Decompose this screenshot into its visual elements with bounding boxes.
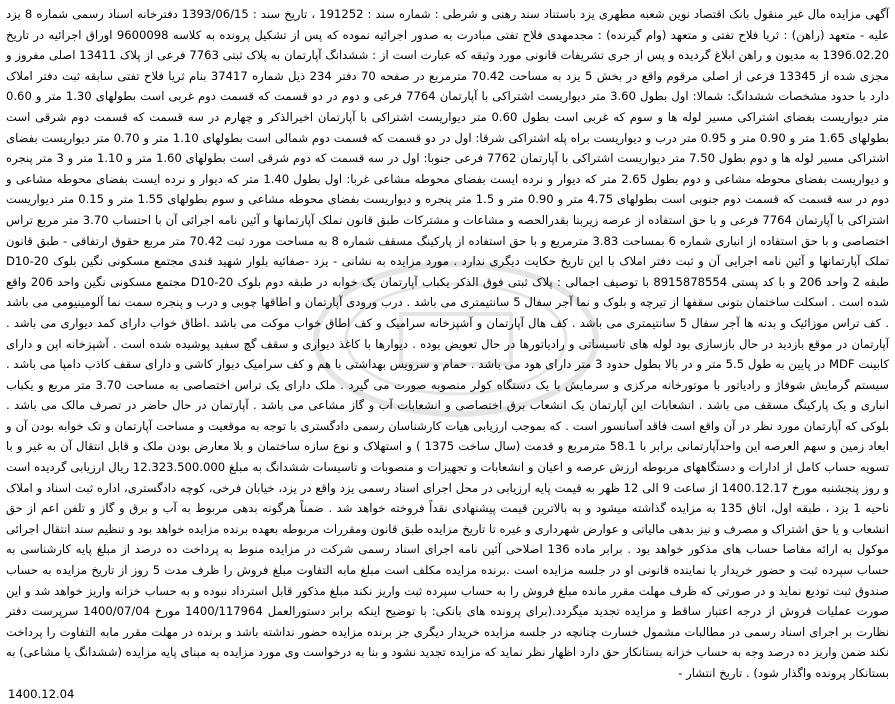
publish-date: 1400.12.04: [8, 686, 75, 701]
notice-body: آگهی مزایده مال غیر منقول بانک اقتصاد نوین شعبه مطهری یزد باستناد سند رهنی و شرطی : شماره سند : 191252 ، تاریخ سند : 1393/06/15 دفترخانه اسناد رسمی شماره 8 یزد علیه - متعهد (راهن) : ثریا فلاح تفتی و متعهد (وام گیرنده) : مجدمهدی فلاح تفتی مبادرت به صدور اجرائیه نموده که پس از تشکیل پرونده به کلاسه 9600098 اوراق اجرائیه در تاریخ 1396.02.20 به مدیون و راهن ابلاغ گردیده و پس از جری تشریفات قانونی مورد وثیقه که عبارت است از : ششدانگ آپارتمان به پلاک ثبتی 7763 فرعی از پلاک 13411 اصلی مفروز و مجزی شده از 13345 فرعی از اصلی مرقوم واقع در بخش 5 یزد به مساحت 70.42 مترمربع در صفحه 70 دفتر 234 ذیل شماره 37417 بنام ثریا فلاح تفتی سابقه ثبت دفتر املاک دارد با حدود مشخصات ششدانگ: شمالا: اول بطول 3.60 متر دیواریست اشتراکی با آپارتمان 7764 فرعی و دوم در دو قسمت که قسمت دوم غربی است بطولهای 1.30 متر و 0.60 متر دیواریست بفضای اشتراکی مسیر لوله ها و سوم که غربی است بطول 0.60 متر دیواریست اشتراکی با آپارتمان اخیرالذکر و چهارم در سه قسمت که قسمت دوم شرقی است بطولهای 1.65 متر و 0.90 متر و 0.95 متر درب و دیواریست براه پله اشتراکی شرقا: اول در دو قسمت که قسمت دوم شمالی است بطولهای 1.10 متر و 0.70 متر دیواریست بفضای اشتراکی مسیر لوله ها و دوم بطول 7.50 متر دیواریست اشتراکی با آپارتمان 7762 فرعی جنوبا: اول در سه قسمت که دوم شرقی است بطولهای 1.60 متر و 1.10 متر و 3 متر پنجره و دیواریست بفضای محوطه مشاعی و دوم بطول 2.65 متر که دیوار و نرده ایست بفضای محوطه مشاعی غربا: اول بطول 1.40 متر که دیوار و نرده ایست بفضای محوطه مشاعی و دوم در سه قسمت که قسمت دوم جنوبی است بطولهای 4.75 متر و 0.90 متر و 1.5 متر پنجره و دیواریست بفضای محوطه مشاعی و سوم بطولهای 1.55 متر و 0.15 متر دیواریست اشتراکی با آپارتمان 7764 فرعی و با حق استفاده از عرصه زیربنا بقدرالحصه و مشاعات و مشترکات طبق قانون تملک آپارتمانها و آئین نامه اجرائی آن با احتساب 3.70 متر مربع تراس اختصاصی و با حق استفاده از انباری شماره 6 بمساحت 3.83 مترمربع و با حق استفاده از پارکینگ مسقف شماره 8 به مساحت مورد ثبت 70.42 متر مربع حقوق ارتفاقی - طبق قانون تملک آپارتمانها و آئین نامه اجرایی آن و ثبت دفتر املاک با این تاریخ حکایت دیگری ندارد . مورد مزایده به نشانی - یزد -صفائیه بلوار شهید قندی مجتمع مسکونی نگین بلوک D10-20 طبقه 2 واحد 206 و با کد پستی 8915878554 با توصیف اجمالی : پلاک ثبتی فوق الذکر یکباب آپارتمان یک خوابه در طبقه دوم بلوک D10-20 مجتمع مسکونی نگین واحد 206 واقع شده است . اسکلت ساختمان بتونی سقفها از تیرچه و بلوک و نما آجر سفال 5 سانتیمتری می باشد . درب ورودی آپارتمان و اطاقها چوبی و درب و پنجره سمت نما آلومینیومی می باشد . کف تراس موزائیک و بدنه ها آجر سفال 5 سانتیمتری می باشد . کف هال آپارتمان و آشپزخانه سرامیک و کف اطاق خواب موکت می باشد .اطاق خواب دارای کمد دیواری می باشد . آپارتمان در موقع بازدید در حال بازسازی بود لوله های تاسیساتی و رادیاتورها در حال تعویض بوده . دیوارها با کاغذ دیواری و سقف گچ سفید پوشیده شده است . آشپزخانه اپن و دارای کابینت MDF در پایین به طول 5.5 متر و در بالا بطول حدود 3 متر دارای هود می باشد . حمام و سرویس بهداشتی با هم و کف سرامیک دیوار کاشی و دارای سقف کاذب دامپا می باشد . سیستم گرمایش شوفاژ و رادیاتور با موتورخانه مرکزی و سرمایش با یک دستگاه کولر منصوبه صورت می گیرد . ملک دارای یک تراس اختصاصی به مساحت 3.70 متر مربع و یکباب انباری و یک پارکینگ مسقف می باشد . انشعابات این آپارتمان یک انشعاب برق اختصاصی و انشعابات آب و گاز مشاعی می باشد . آپارتمان در حال حاضر در تصرف مالک می باشد . بلوکی که آپارتمان مورد نظر در آن واقع است فاقد آسانسور است . که بموجب ارزیابی هیات کارشناسان رسمی دادگستری با توجه به موقعیت و مساحت آپارتمان و تک خوابه بودن آن و ابعاد زمین و سهم العرصه این واحدآپارتمانی برابر با 58.1 مترمربع و قدمت (سال ساخت 1375 ) و استهلاک و نوع سازه ساختمان و بلا معارض بودن ملک و قابل انتقال آن به غیر و با تسویه حساب کامل از ادارات و دستگاههای مربوطه ارزش عرصه و اعیان و انشعابات و تجهیزات و منصوبات و تاسیسات ششدانگ به مبلغ 12.323.500.000 ریال ارزیابی گردیده است و روز پنجشنبه مورخ 1400.12.17 از ساعت 9 الی 12 ظهر به قیمت پایه ارزیابی در محل اجرای اسناد رسمی یزد واقع در یزد، خیابان فرخی، کوچه دادگستری، اداره ثبت اسناد و املاک ناحیه 1 یزد ، طبقه اول، اتاق 135 به مزایده گذاشته میشود و به بالاترین قیمت پیشنهادی نقداً فروخته خواهد شد . ضمناً هرگونه بدهی مربوط به آب و برق و گاز و تلفن اعم از حق انشعاب و یا حق اشتراک و مصرف و نیز بدهی مالیاتی و عوارض شهرداری و غیره تا تاریخ مزایده طبق قانون ومقررات مربوطه بعهده برنده مزایده خواهد بود و تنظیم سند انتقال اجرائی موکول به ارائه مفاصا حساب های مذکور خواهد بود . برابر ماده 136 اصلاحی آئین نامه اجرای اسناد رسمی شرکت در مزایده منوط به پرداخت ده درصد از مبلغ پایه کارشناسی به حساب سپرده ثبت و حضور خریدار یا نماینده قانونی او در جلسه مزایده است .برنده مزایده مکلف است مبلغ مابه التفاوت مبلغ فروش را ظرف مدت 5 روز از تاریخ مزایده به حساب صندوق ثبت تودیع نماید و در صورتی که ظرف مهلت مقرر مانده مبلغ فروش را به حساب سپرده ثبت واریز نکند مبلغ مذکور قابل استرداد نبوده و به حساب خزانه واریز خواهد شد و این صورت عملیات فروش از درجه اعتبار ساقط و مزایده تجدید میگردد.(برای پرونده های بانکی: با توضیح اینکه برابر دستورالعمل 1400/117964 مورخ 1400/07/04 سرپرست دفتر نظارت بر اجرای اسناد رسمی در مطالبات مشمول خسارت چنانچه در جلسه مزایده خریدار دیگری جز برنده مزایده حضور نداشته باشد و برنده در مهلت مقرر مابه التفاوت را پرداخت نکند ضمن واریز ده درصد وجه به حساب خزانه بستانکار حق دارد اظهار نظر نماید که مزایده تجدید نشود و بنا به درخواست وی مورد مزایده به مبنای پایه مزایده (ششدانگ یا مشاعی) به بستانکار پرونده واگذار شود) . تاریخ انتشار ‐: [6, 7, 890, 680]
notice-page: [6, 4, 890, 701]
